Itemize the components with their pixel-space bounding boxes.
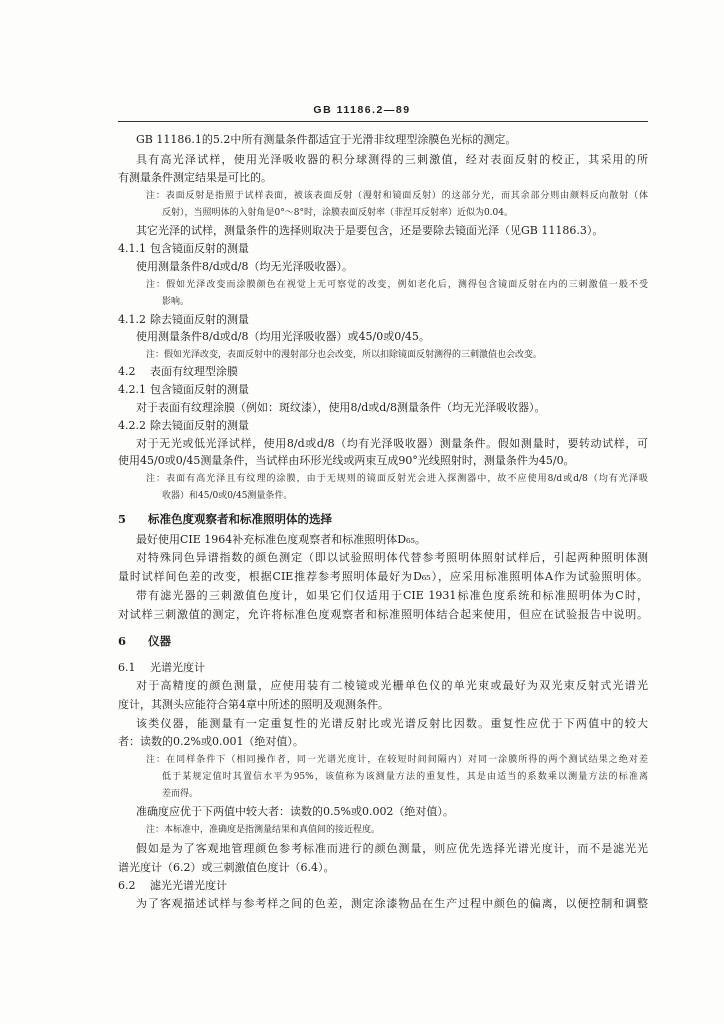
clause-number: 4.2.1 (118, 383, 146, 396)
clause-6-1-para1-line-2: 度计，其测头应能符合第4章中所述的照明及观测条件。 (118, 698, 389, 711)
clause-number: 4.1.1 (118, 242, 146, 255)
header-rule (118, 121, 648, 122)
clause-title: 包含镜面反射的测量 (150, 383, 249, 396)
clause-title: 光谱光度计 (150, 661, 205, 674)
clause-number: 6.2 (118, 879, 136, 892)
clause-title: 包含镜面反射的测量 (150, 242, 249, 255)
clause-title: 除去镜面反射的测量 (150, 313, 249, 326)
clause-4-1-1-note-line-2: 影响。 (162, 297, 190, 307)
clause-6-1-para4-line-1: 假如是为了客观地管理颜色参考标准而进行的颜色测量，则应优先选择光谱光度计，而不是滤光光 (136, 842, 648, 855)
standard-code-header: GB 11186.2—89 (313, 104, 411, 116)
intro-para2-line-1: 具有高光泽试样，使用光泽吸收器的积分球测得的三刺激值，经对表面反射的校正，其采用的所 (136, 153, 648, 166)
clause-4-1-2-heading (118, 313, 648, 327)
clause-6-1-note1-line-3: 差而得。 (162, 789, 199, 799)
section-number: 6 (118, 634, 127, 648)
section-title: 标准色度观察者和标准照明体的选择 (148, 512, 332, 526)
section-5-para2-line-2: 量时试样间色差的改变，根据CIE推荐参考照明体最好为D₆₅），应采用标准照明体A作为试验照明体。 (118, 570, 648, 583)
clause-4-1-1-note-line-1: 注：假如光泽改变而涂膜颜色在视觉上无可察觉的改变，例如老化后，测得包含镜面反射在内的三刺激值一般不受 (146, 280, 648, 290)
clause-4-2-2-note-line-2: 收器）和45/0或0/45测量条件。 (162, 491, 293, 501)
clause-title: 除去镜面反射的测量 (150, 419, 249, 432)
intro-note-line-2: 反射），当照明体的入射角是0°～8°时，涂膜表面反射率（菲涅耳反射率）近似为0.04。 (162, 208, 513, 218)
clause-6-1-note1-line-2: 低于某规定值时其置信水平为95%，该值称为该测量方法的重复性，其是由适当的系数乘以测量方法的标准离 (162, 772, 648, 782)
section-5-para3-line-1: 带有滤光器的三刺激值色度计，如果它们仅适用于CIE 1931标准色度系统和标准照明体为C时， (136, 589, 648, 602)
clause-6-1-para4-line-2: 谱光度计（6.2）或三刺激值色度计（6.4）。 (118, 861, 335, 874)
clause-4-2-2-heading (118, 419, 648, 433)
clause-4-1-1-heading (118, 242, 648, 256)
section-6-heading (118, 634, 648, 648)
clause-4-2-heading (118, 365, 648, 379)
clause-4-1-1-para-line-1: 使用测量条件8/d或d/8（均无光泽吸收器）。 (136, 260, 353, 273)
clause-4-1-2-para-line-1: 使用测量条件8/d或d/8（均用光泽吸收器）或45/0或0/45。 (136, 330, 430, 343)
clause-6-1-para3-line-1: 准确度应优于下两值中较大者：读数的0.5%或0.002（绝对值）。 (136, 805, 454, 818)
clause-4-2-2-para-line-2: 使用45/0或0/45测量条件，当试样由环形光线或两束互成90°光线照射时，测量条件为45/0。 (118, 454, 575, 467)
section-5-para3-line-2: 对试样三刺激值的测定，允许将标准色度观察者和标准照明体结合起来使用，但应在试验报告中说明。 (118, 608, 648, 621)
section-5-para1-line-1: 最好使用CIE 1964补充标准色度观察者和标准照明体D₆₅。 (136, 533, 426, 546)
clause-4-2-1-heading (118, 383, 648, 397)
clause-number: 6.1 (118, 661, 136, 674)
section-5-heading (118, 512, 648, 526)
intro-note-line-1: 注：表面反射是指照于试样表面，被该表面反射（漫射和镜面反射）的这部分光，而其余部分则由颜料反向散射（体 (146, 191, 648, 201)
section-5-para2-line-1: 对特殊同色异谱指数的颜色测定（即以试验照明体代替参考照明体照射试样后，引起两种照明体测 (136, 551, 648, 564)
clause-6-1-note2-line-1: 注：本标准中，准确度是指测量结果和真值间的接近程度。 (146, 825, 381, 835)
clause-4-2-1-para-line-1: 对于表面有纹理涂膜（例如：斑纹漆），使用8/d或d/8测量条件（均无光泽吸收器）。 (136, 401, 546, 414)
clause-6-1-para1-line-1: 对于高精度的颜色测量，应使用装有二棱镜或光栅单色仪的单光束或最好为双光束反射式光谱光 (136, 679, 648, 692)
intro-para2-line-2: 有测量条件测定结果是可比的。 (118, 171, 272, 184)
intro-para1-line-1: GB 11186.1的5.2中所有测量条件都适宜于光滑非纹理型涂膜色光标的测定。 (136, 133, 517, 146)
section-title: 仪器 (148, 634, 171, 648)
clause-4-2-2-note-line-1: 注：表面有高光泽且有纹理的涂膜，由于无规则的镜面反射光会进入探测器中，故不应使用8/d或d/8（均有光泽吸 (146, 474, 648, 484)
clause-title: 滤光光谱光度计 (150, 879, 227, 892)
clause-number: 4.2.2 (118, 419, 146, 432)
intro-para3-line-1: 其它光泽的试样，测量条件的选择则取决于是要包含，还是要除去镜面光泽（见GB 11186.3）。 (136, 224, 604, 237)
clause-number: 4.2 (118, 365, 136, 378)
clause-title: 表面有纹理型涂膜 (150, 365, 238, 378)
clause-number: 4.1.2 (118, 313, 146, 326)
clause-6-1-heading (118, 661, 648, 675)
clause-4-2-2-para-line-1: 对于无光或低光泽试样，使用8/d或d/8（均有光泽吸收器）测量条件。假如测量时，要转动试样，可 (136, 437, 648, 450)
clause-6-2-para1-line-1: 为了客观描述试样与参考样之间的色差，测定涂漆物品在生产过程中颜色的偏离，以便控制和调整 (136, 897, 648, 910)
clause-6-1-para2-line-2: 者：读数的0.2%或0.001（绝对值）。 (118, 735, 304, 748)
clause-6-1-note1-line-1: 注：在同样条件下（相同操作者，同一光谱光度计，在较短时间间隔内）对同一涂膜所得的两个测试结果之绝对差 (146, 755, 648, 765)
clause-6-2-heading (118, 879, 648, 893)
clause-6-1-para2-line-1: 该类仪器，能测量有一定重复性的光谱反射比或光谱反射比因数。重复性应优于下两值中的较大 (136, 717, 648, 730)
section-number: 5 (118, 512, 127, 526)
clause-4-1-2-note-line-1: 注：假如光泽改变，表面反射中的漫射部分也会改变，所以扣除镜面反射测得的三刺激值也会改变。 (146, 350, 543, 360)
